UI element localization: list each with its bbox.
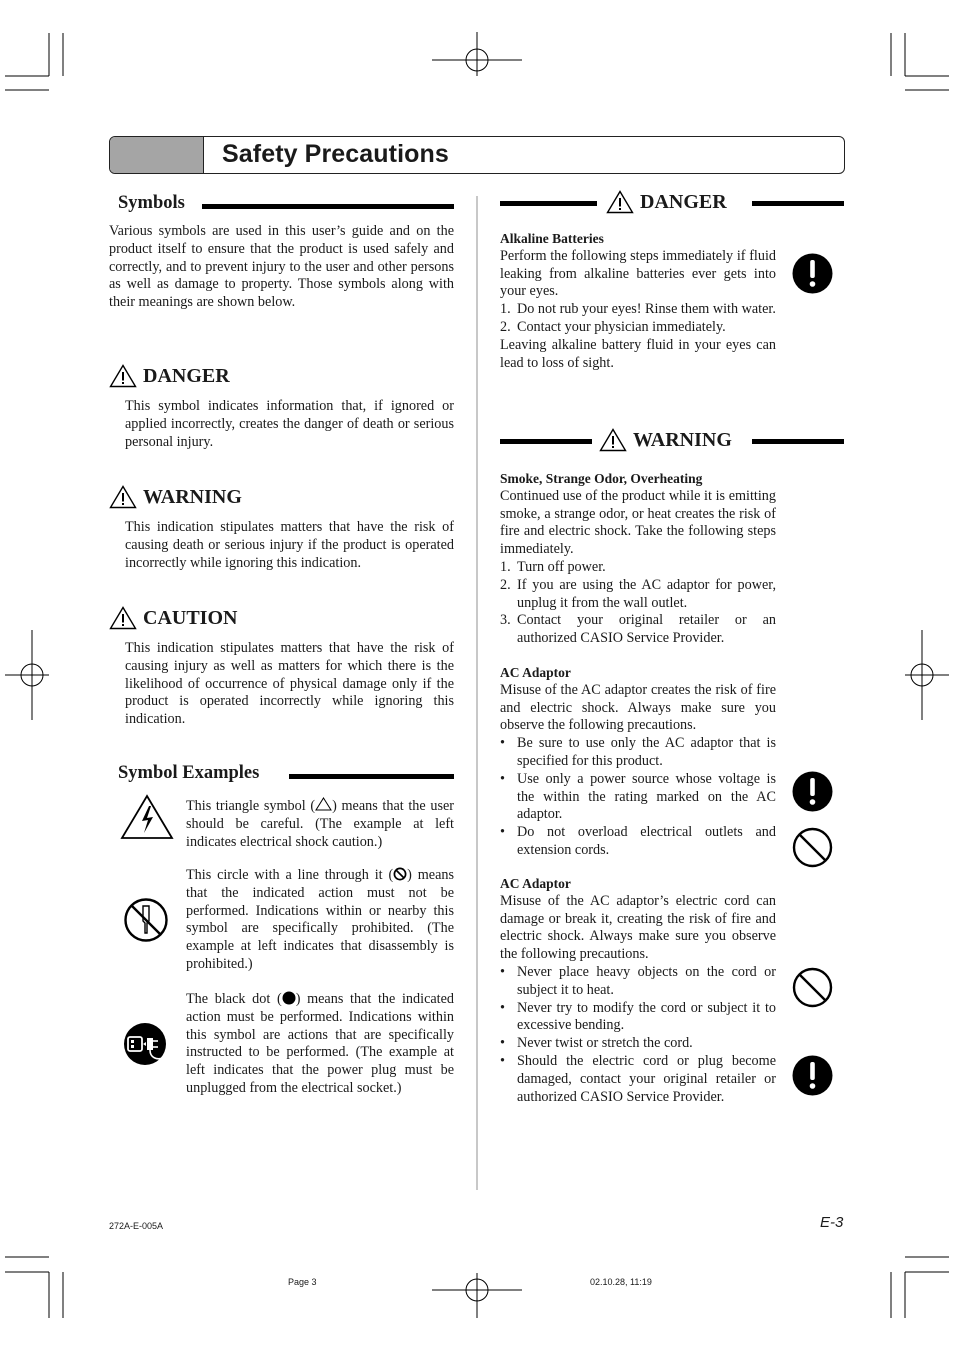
smoke-steps — [500, 559, 776, 648]
alkaline-after-text: Leaving alkaline battery fluid in your eyes can lead to loss of sight. — [500, 336, 776, 371]
page-label: Page 3 — [288, 1277, 317, 1287]
caution-text: This indication stipulates matters that have the risk of causing injury as well as matters for which there is the likelihood of occurrence of physical damage only if the product is operated incorrectly while ignoring this indication. — [125, 640, 454, 728]
timestamp: 02.10.28, 11:19 — [590, 1277, 652, 1287]
example-prohibition-text: This circle with a line through it ( ) means that the indicated action must not be performed. Indications within or nearby this symbol are specifically prohibited. (The example at left indicates that disassembly is prohibited.) — [186, 867, 454, 972]
right-danger-heading — [606, 190, 727, 214]
danger-label: DANGER — [143, 364, 230, 387]
list-item: 2. Contact your physician immediately. — [500, 318, 726, 335]
warning-triangle-icon — [606, 190, 634, 214]
list-item: 1. Turn off power. — [500, 558, 606, 575]
caution-label: CAUTION — [143, 606, 238, 629]
warning-triangle-icon — [109, 485, 137, 509]
warning-bar-left — [500, 439, 592, 444]
example-triangle-text: This triangle symbol ( ) means that the user should be careful. (The example at left indicates electrical shock caution.) — [186, 798, 455, 850]
symbol-examples-heading: Symbol Examples — [118, 763, 260, 783]
alkaline-text: Perform the following steps immediately if fluid leaking from alkaline batteries ever gets into your eyes. — [500, 247, 776, 300]
danger-bar-left — [500, 201, 597, 206]
banner-gray-block — [110, 137, 204, 173]
list-item: • Never twist or stretch the cord. — [500, 1035, 693, 1052]
example-instruction-text: The black dot ( ) means that the indicated action must be performed. Indications within this symbol are actions that are specifically instructed to be performed. (The example at left indicates that the power plug must be unplugged from the electrical socket.) — [186, 991, 454, 1096]
ac-adaptor-bullets-1 — [500, 735, 776, 860]
warning-triangle-icon — [109, 606, 137, 630]
danger-heading — [109, 364, 230, 388]
smoke-title: Smoke, Strange Odor, Overheating — [500, 471, 703, 486]
alkaline-batteries-section — [500, 230, 776, 372]
right-danger-label: DANGER — [640, 190, 727, 213]
caution-heading — [109, 606, 237, 630]
ac-adaptor-text-1: Misuse of the AC adaptor creates the risk of fire and electric shock. Always make sure you observe the following precautions. — [500, 681, 776, 734]
list-item: 2. If you are using the AC adaptor for power, unplug it from the wall outlet. — [500, 576, 776, 611]
ac-adaptor-title-1: AC Adaptor — [500, 665, 571, 680]
warning-triangle-icon — [599, 428, 627, 452]
mandatory-action-icon — [792, 253, 833, 294]
ac-adaptor-text-2: Misuse of the AC adaptor’s electric cord can damage or break it, creating the risk of fire and electric shock. Always make sure you observe the following precautions. — [500, 892, 776, 963]
warning-text: This indication stipulates matters that have the risk of causing death or serious injury if the product is operated incorrectly while ignoring this indication. — [125, 519, 454, 571]
list-item: • Be sure to use only the AC adaptor that is specified for this product. — [500, 735, 776, 769]
no-disassembly-icon — [123, 897, 169, 943]
warning-label: WARNING — [143, 485, 242, 508]
page-number: E-3 — [820, 1214, 844, 1231]
warning-triangle-icon — [109, 364, 137, 388]
right-warning-heading — [599, 428, 732, 452]
black-dot-icon — [282, 991, 296, 1005]
alkaline-steps — [500, 301, 776, 337]
electric-shock-caution-icon — [120, 794, 174, 840]
smoke-section — [500, 470, 776, 648]
ac-adaptor-title-2: AC Adaptor — [500, 876, 571, 891]
alkaline-title: Alkaline Batteries — [500, 231, 604, 246]
symbols-heading-bar — [202, 204, 454, 209]
smoke-text: Continued use of the product while it is emitting smoke, a strange odor, or heat creates the risk of fire and electric shock. Take the following steps immediately. — [500, 487, 776, 558]
list-item: • Never place heavy objects on the cord or subject it to heat. — [500, 963, 776, 998]
warning-triangle-icon — [315, 797, 332, 811]
danger-bar-right — [752, 201, 844, 206]
right-warning-label: WARNING — [633, 428, 732, 451]
symbol-examples-heading-bar — [289, 774, 454, 779]
list-item: • Never try to modify the cord or subject it to excessive bending. — [500, 999, 776, 1034]
list-item: 3. Contact your original retailer or an authorized CASIO Service Provider. — [500, 612, 776, 647]
warning-bar-right — [752, 439, 844, 444]
symbols-heading: Symbols — [118, 193, 185, 213]
symbols-text: Various symbols are used in this user’s guide and on the product itself to ensure that the product is used safely and correctly, and to prevent injury to the user and other persons as well as damage to property. Those symbols along with their meanings are shown below. — [109, 223, 454, 311]
prohibition-icon — [792, 967, 833, 1008]
page-title: Safety Precautions — [222, 140, 449, 168]
danger-text: This symbol indicates information that, if ignored or applied incorrectly, creates the danger of death or serious personal injury. — [125, 398, 454, 450]
mandatory-action-icon — [792, 771, 833, 812]
ac-adaptor-section-2 — [500, 875, 776, 1106]
list-item: • Do not overload electrical outlets and extension cords. — [500, 824, 776, 858]
ac-adaptor-section-1 — [500, 664, 776, 860]
list-item: • Use only a power source whose voltage is the within the rating marked on the AC adaptor. — [500, 770, 776, 823]
unplug-instruction-icon — [123, 1022, 167, 1066]
mandatory-action-icon — [792, 1055, 833, 1096]
title-banner — [109, 136, 845, 174]
list-item: 1. Do not rub your eyes! Rinse them with water. — [500, 301, 776, 318]
doc-code: 272A-E-005A — [109, 1221, 164, 1231]
warning-heading — [109, 485, 242, 509]
column-divider — [476, 196, 478, 1190]
ac-adaptor-bullets-2 — [500, 964, 776, 1106]
prohibition-icon — [393, 867, 407, 881]
prohibition-icon — [792, 827, 833, 868]
list-item: • Should the electric cord or plug become damaged, contact your original retailer or authorized CASIO Service Provider. — [500, 1052, 776, 1105]
